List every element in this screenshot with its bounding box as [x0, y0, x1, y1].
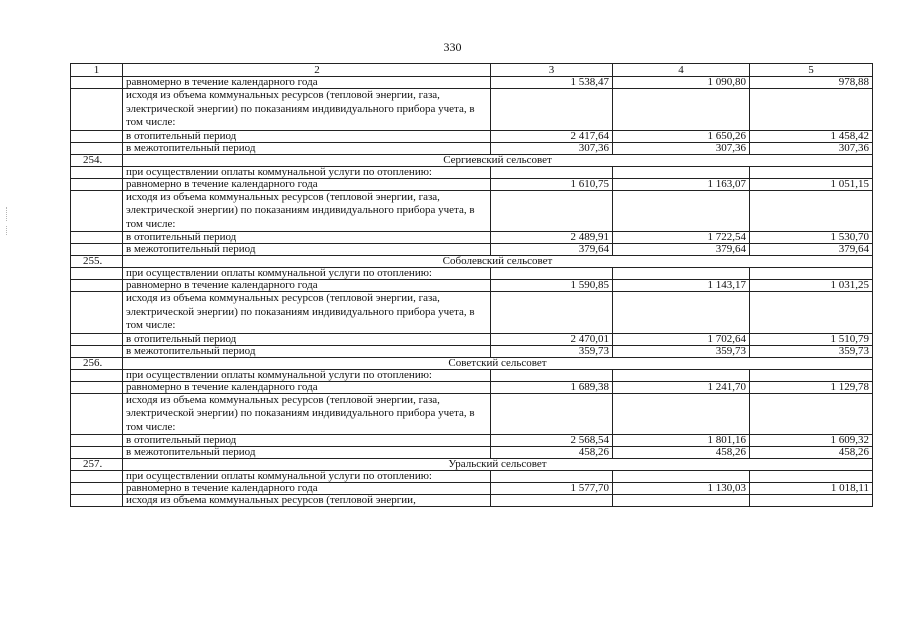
value-column-5 [750, 190, 873, 232]
value-column-4 [613, 393, 750, 435]
value-column-4 [613, 166, 750, 178]
settlement-row [71, 256, 873, 268]
table-row [71, 369, 873, 381]
value-column-4 [613, 292, 750, 334]
table-row [71, 244, 873, 256]
value-column-4: 1 143,17 [613, 280, 750, 292]
value-column-3: 359,73 [491, 345, 613, 357]
row-description: равномерно в течение календарного года [123, 280, 491, 292]
row-number-cell [71, 190, 123, 232]
row-description: исходя из объема коммунальных ресурсов (тепловой энергии, газа, электрической энергии) по показаниям индивидуального прибора учета, в том числе: [123, 190, 491, 232]
table-row [71, 166, 873, 178]
settlement-row [71, 459, 873, 471]
table-row [71, 268, 873, 280]
table-row [71, 142, 873, 154]
value-column-4: 359,73 [613, 345, 750, 357]
value-column-3: 2 417,64 [491, 130, 613, 142]
table-row [71, 130, 873, 142]
value-column-5 [750, 292, 873, 334]
table-row [71, 280, 873, 292]
value-column-4 [613, 495, 750, 507]
row-description: равномерно в течение календарного года [123, 483, 491, 495]
row-description: в межотопительный период [123, 142, 491, 154]
settlement-number: 255. [71, 256, 123, 268]
value-column-5: 458,26 [750, 447, 873, 459]
value-column-4 [613, 369, 750, 381]
value-column-3 [491, 89, 613, 131]
column-header-row [71, 64, 873, 77]
row-number-cell [71, 447, 123, 459]
row-description: при осуществлении оплаты коммунальной услуги по отоплению: [123, 268, 491, 280]
row-number-cell [71, 435, 123, 447]
row-description: при осуществлении оплаты коммунальной услуги по отоплению: [123, 471, 491, 483]
page-number: 330 [443, 40, 462, 54]
row-number-cell [71, 244, 123, 256]
value-column-4: 1 130,03 [613, 483, 750, 495]
table-row [71, 393, 873, 435]
value-column-5 [750, 89, 873, 131]
table-row [71, 447, 873, 459]
value-column-4 [613, 89, 750, 131]
row-description: в отопительный период [123, 435, 491, 447]
value-column-5: 1 530,70 [750, 232, 873, 244]
value-column-4: 379,64 [613, 244, 750, 256]
settlement-name: Уральский сельсовет [123, 459, 873, 471]
value-column-3: 2 470,01 [491, 333, 613, 345]
value-column-3: 2 489,91 [491, 232, 613, 244]
settlement-number: 257. [71, 459, 123, 471]
settlement-number: 254. [71, 154, 123, 166]
value-column-5: 1 609,32 [750, 435, 873, 447]
settlement-name: Соболевский сельсовет [123, 256, 873, 268]
settlement-number: 256. [71, 357, 123, 369]
settlement-row [71, 154, 873, 166]
table-row [71, 333, 873, 345]
value-column-3 [491, 268, 613, 280]
value-column-3 [491, 369, 613, 381]
table-row [71, 190, 873, 232]
value-column-5: 1 031,25 [750, 280, 873, 292]
table-row [71, 495, 873, 507]
value-column-5: 379,64 [750, 244, 873, 256]
value-column-3 [491, 292, 613, 334]
tariff-table [70, 63, 873, 507]
row-description: исходя из объема коммунальных ресурсов (тепловой энергии, газа, электрической энергии) по показаниям индивидуального прибора учета, в том числе: [123, 292, 491, 334]
value-column-3: 458,26 [491, 447, 613, 459]
value-column-5: 359,73 [750, 345, 873, 357]
value-column-3 [491, 393, 613, 435]
row-number-cell [71, 333, 123, 345]
row-number-cell [71, 166, 123, 178]
table-row [71, 292, 873, 334]
value-column-3: 1 610,75 [491, 178, 613, 190]
column-header-value-3: 3 [491, 64, 613, 77]
row-number-cell [71, 142, 123, 154]
value-column-5: 1 458,42 [750, 130, 873, 142]
value-column-5 [750, 369, 873, 381]
row-description: в межотопительный период [123, 244, 491, 256]
row-number-cell [71, 471, 123, 483]
row-number-cell [71, 77, 123, 89]
settlement-row [71, 357, 873, 369]
table-row [71, 232, 873, 244]
value-column-4 [613, 268, 750, 280]
scan-margin-mark [6, 207, 8, 221]
row-description: равномерно в течение календарного года [123, 77, 491, 89]
value-column-3 [491, 190, 613, 232]
value-column-3: 1 590,85 [491, 280, 613, 292]
row-number-cell [71, 178, 123, 190]
value-column-4: 1 090,80 [613, 77, 750, 89]
value-column-4: 1 241,70 [613, 381, 750, 393]
table-row [71, 471, 873, 483]
row-number-cell [71, 268, 123, 280]
value-column-5: 1 051,15 [750, 178, 873, 190]
value-column-4: 1 702,64 [613, 333, 750, 345]
value-column-5: 1 129,78 [750, 381, 873, 393]
row-number-cell [71, 89, 123, 131]
value-column-3: 307,36 [491, 142, 613, 154]
table-row [71, 345, 873, 357]
value-column-3: 1 689,38 [491, 381, 613, 393]
row-number-cell [71, 369, 123, 381]
row-number-cell [71, 280, 123, 292]
settlement-name: Сергиевский сельсовет [123, 154, 873, 166]
table-row [71, 178, 873, 190]
row-number-cell [71, 292, 123, 334]
table-row [71, 77, 873, 89]
value-column-5: 307,36 [750, 142, 873, 154]
value-column-4 [613, 471, 750, 483]
value-column-5: 1 510,79 [750, 333, 873, 345]
row-description: в межотопительный период [123, 345, 491, 357]
value-column-3: 2 568,54 [491, 435, 613, 447]
row-description: в отопительный период [123, 130, 491, 142]
value-column-3: 1 538,47 [491, 77, 613, 89]
value-column-5 [750, 393, 873, 435]
row-number-cell [71, 381, 123, 393]
row-description: исходя из объема коммунальных ресурсов (тепловой энергии, [123, 495, 491, 507]
row-description: равномерно в течение календарного года [123, 381, 491, 393]
column-header-description: 2 [123, 64, 491, 77]
value-column-4: 1 722,54 [613, 232, 750, 244]
table-row [71, 435, 873, 447]
tariff-table-body [71, 64, 873, 507]
value-column-4: 458,26 [613, 447, 750, 459]
row-number-cell [71, 483, 123, 495]
settlement-name: Советский сельсовет [123, 357, 873, 369]
row-number-cell [71, 130, 123, 142]
row-description: при осуществлении оплаты коммунальной услуги по отоплению: [123, 166, 491, 178]
row-description: исходя из объема коммунальных ресурсов (тепловой энергии, газа, электрической энергии) по показаниям индивидуального прибора учета, в том числе: [123, 89, 491, 131]
value-column-5 [750, 471, 873, 483]
value-column-5 [750, 495, 873, 507]
value-column-3: 1 577,70 [491, 483, 613, 495]
row-number-cell [71, 345, 123, 357]
value-column-5 [750, 268, 873, 280]
value-column-4: 1 801,16 [613, 435, 750, 447]
column-header-number: 1 [71, 64, 123, 77]
value-column-3: 379,64 [491, 244, 613, 256]
value-column-3 [491, 471, 613, 483]
row-number-cell [71, 232, 123, 244]
column-header-value-5: 5 [750, 64, 873, 77]
value-column-4 [613, 190, 750, 232]
table-row [71, 483, 873, 495]
row-description: равномерно в течение календарного года [123, 178, 491, 190]
row-description: в межотопительный период [123, 447, 491, 459]
value-column-4: 307,36 [613, 142, 750, 154]
value-column-5: 978,88 [750, 77, 873, 89]
value-column-4: 1 650,26 [613, 130, 750, 142]
scan-margin-mark [6, 226, 8, 235]
row-number-cell [71, 495, 123, 507]
row-number-cell [71, 393, 123, 435]
row-description: при осуществлении оплаты коммунальной услуги по отоплению: [123, 369, 491, 381]
column-header-value-4: 4 [613, 64, 750, 77]
table-row [71, 381, 873, 393]
row-description: в отопительный период [123, 232, 491, 244]
value-column-4: 1 163,07 [613, 178, 750, 190]
value-column-5: 1 018,11 [750, 483, 873, 495]
row-description: в отопительный период [123, 333, 491, 345]
value-column-5 [750, 166, 873, 178]
value-column-3 [491, 495, 613, 507]
value-column-3 [491, 166, 613, 178]
table-row [71, 89, 873, 131]
row-description: исходя из объема коммунальных ресурсов (тепловой энергии, газа, электрической энергии) по показаниям индивидуального прибора учета, в том числе: [123, 393, 491, 435]
